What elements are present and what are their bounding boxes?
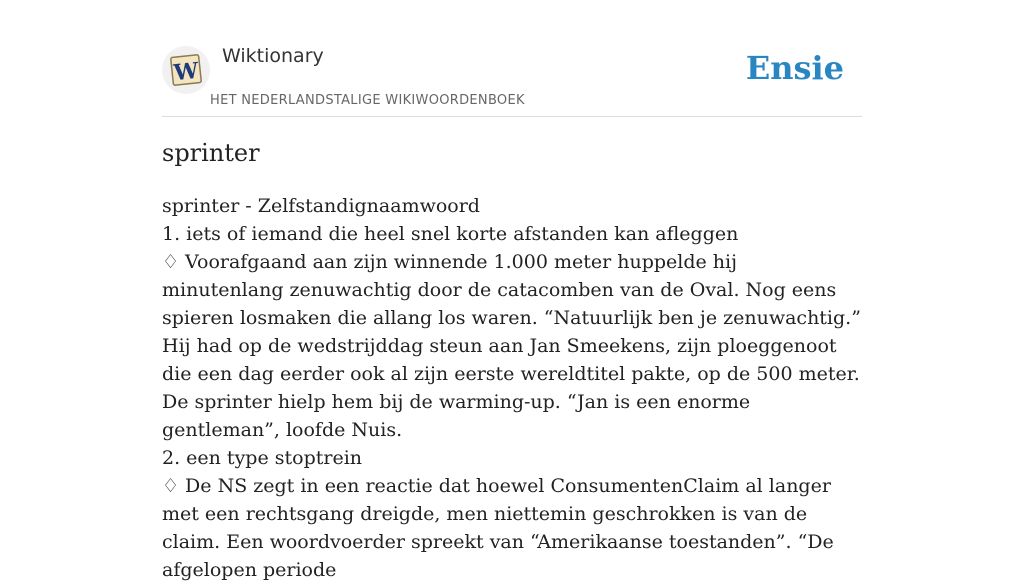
wiktionary-tile-icon (169, 53, 203, 87)
page-title: sprinter (162, 139, 260, 167)
page-container (162, 0, 862, 581)
example-diamond-icon: ♢ (162, 251, 180, 273)
site-header (162, 0, 862, 117)
sense-definition: 1. iets of iemand die heel snel korte afstanden kan afleggen (162, 223, 739, 245)
site-tagline: HET NEDERLANDSTALIGE WIKIWOORDENBOEK (210, 93, 525, 108)
example-diamond-icon: ♢ (162, 475, 180, 497)
wiktionary-logo[interactable] (162, 46, 210, 94)
logo-letter: W (172, 57, 200, 87)
entry-heading: sprinter - Zelfstandignaamwoord (162, 195, 480, 217)
sense-example (162, 472, 862, 584)
sense-example (162, 248, 862, 444)
entry-content (162, 192, 862, 584)
site-name[interactable]: Wiktionary (222, 45, 324, 67)
ensie-brand-link[interactable]: Ensie (745, 49, 844, 87)
example-text: Voorafgaand aan zijn winnende 1.000 meter huppelde hij minutenlang zenuwachtig door de catacomben van de Oval. Nog eens spieren losmaken die allang los waren. “Natuurlijk ben je zenuwachtig.” Hij had op de wedstrijddag steun aan Jan Smeekens, zijn ploeggenoot die een dag eerder ook al zijn eerste wereldtitel pakte, op de 500 meter. De sprinter hielp hem bij de warming-up. “Jan is een enorme gentleman”, loofde Nuis. (162, 251, 861, 441)
sense-definition: 2. een type stoptrein (162, 447, 363, 469)
example-text: De NS zegt in een reactie dat hoewel ConsumentenClaim al langer met een rechtsgang dreigde, men niettemin geschrokken is van de claim. Een woordvoerder spreekt van “Amerikaanse toestanden”. “De afgelopen periode (162, 475, 834, 581)
